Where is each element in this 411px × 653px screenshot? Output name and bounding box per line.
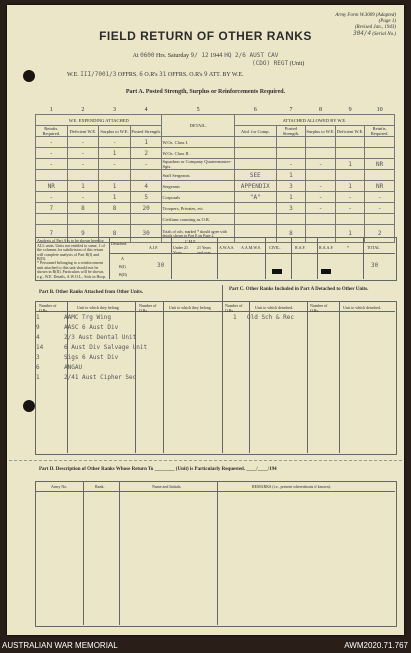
header-line-1: At 0600 Hrs. Saturday 9/ 12 1944 HQ 2/6 AUST CAV <box>132 52 279 59</box>
part-d-title: Part D. Description of Other Ranks Whose Return To ________ (Unit) is Particularly Requested. ____/____/194 <box>39 467 277 472</box>
list-item: 6 ANGAU <box>36 364 83 371</box>
analysis-total-value: 30 <box>371 262 379 269</box>
list-item: 1 AAMC Trg Wing <box>36 314 111 321</box>
list-item: 1 Old Sch & Rec <box>233 314 294 321</box>
part-b-title: Part B. Other Ranks Attached from Other Units. <box>39 290 144 295</box>
table-row: - - 1 5 Corporals "A" 1 - - - <box>36 192 395 203</box>
part-a-title: Part A. Posted Strength, Surplus or Reinforcements Required. <box>125 89 286 95</box>
analysis-text: Analysis of Part A is to be shown here for ALL units. Units not entitled to same, 1 of the columns for subdivision of this return will complete analysis of Part B(I) and B(II). <box>37 238 105 262</box>
table-row: Civilians counting as O.R. <box>36 214 395 225</box>
table-row: - - 1 2 W.Os. Class II. <box>36 148 395 159</box>
list-item: 3 Sigs 6 Aust Div <box>36 354 119 361</box>
table-row: 7 9 8 30 Totals of cols. marked * should agree with details shown in Part E on Page 2. 8 1 2 <box>36 225 395 243</box>
form-reference: Army Form W.3009 (Adapted) (Page 1) (Revised Jan., 1943) 304/4 (Serial No.) <box>335 13 396 37</box>
table-row: Staff Sergeants SEE 1 <box>36 170 395 181</box>
column-numbers: 1 2 3 4 5 6 7 8 9 10 <box>49 107 383 113</box>
redaction-mark <box>321 269 331 274</box>
footer-right: AWM2020.71.767 <box>344 641 408 650</box>
punch-hole <box>23 400 35 412</box>
punch-hole <box>23 70 35 82</box>
form-page: Army Form W.3009 (Adapted) (Page 1) (Revised Jan., 1943) 304/4 (Serial No.) FIELD RETURN OF OTHER RANKS At 0600 Hrs. Saturday 9/ 12 1944 HQ 2/6 AUST CAV (CDO) REGT (Unit) W.E. III/7001/3 OFFRS. 6 O.R's 31 OFFRS. O.R's 9 ATT. BY W.E. Part A. Posted Strength, Surplus or Reinforcements Required. 1 2 3 4 5 6 7 8 9 10 W.E. EXPENDING ATTACHED DETAIL. ATTACHED ALLOWED BY W.E. Reinfts. Required. Deficient W.E. Surplus to W.E. Posted Strength. Attd. for Comp. Posted Strength. Surplus to W.E. Deficient W.E. Reinfts. Required. - - - 1 W.Os. Class I. - - 1 2 W.Os. Class II. - - - - Squadron or Company Quartermaster-Sgts. - - 1 NR Staff Sergeants SEE 1 NR 1 1 4 Sergeants APPENDIX 3 - 1 NR - - 1 5 Corporals "A" 1 - - - 7 8 8 20 Troopers, Privates, etc. 3 - - - Civilians counting as O.R. 7 9 8 30 Totals of cols. marked * should agree with details shown in Part E on Page 2. 8 1 2 Analysis of Part A is to be shown here for ALL units. Units not entitled to same, 1 of the columns for subdivision of this return will complete analysis of Part B(I) and B(II). * Personnel belonging to a reinforcement unit attached to this unit should not be shown in B(II). Particulars will be shown, e.g., W.E. Details, A.W.O.L., Sick in Hosp. Detached. A.I.F. C.M.F. Under 21 Years. 21 Years and over. A.W.A.S. A.A.M.W.S. CIVIL. R.A.F. R.A.A.F. * TOTAL A B(I) B(II) 30 30 Part B. Other Ranks Attached from Other Units. Part C. Other Ranks Included in Part A Detached to Other Units. Number of O.Rs. Unit to which they belong Number of O.Rs. Unit to which they belong Number of O.Rs. Unit to which detached. Number of O.Rs. Unit to which detached. 1 AAMC Trg Wing 9 AASC 6 Aust Div 4 2/3 Aust Dental Unit 14 6 Aust Div Salvage Unit 3 Sigs 6 Aust Div 6 ANGAU 1 2/41 Aust Cipher Sec 1 Old Sch & Rec Part D. Description of Other Ranks Whose Return To ________ (Unit) is Particularly Requested. ____/____/194 Army No. Rank. Name and Initials. REMARKS (i.e., present whereabouts if known). <box>7 5 404 635</box>
table-row: - - - - Squadron or Company Quartermaster-Sgts. - - 1 NR <box>36 159 395 170</box>
part-a-table: 1 2 3 4 5 6 7 8 9 10 W.E. EXPENDING ATTACHED DETAIL. ATTACHED ALLOWED BY W.E. Reinfts. Required. Deficient W.E. Surplus to W.E. Posted Strength. Attd. for Comp. Posted Strength. Surplus to W.E. Deficient W.E. Reinfts. Required. - - - 1 W.Os. Class I. - - 1 2 W.Os. Class II. - - - - Squadron or Company Quartermaster-Sgts. - - 1 NR Staff Sergeants SEE 1 NR 1 1 4 Sergeants APPENDIX 3 - 1 NR - - 1 5 Corporals "A" 1 - - - 7 8 8 20 Troopers, Privates, etc. 3 - - - Civilians counting as O.R. 7 9 8 30 Totals of cols. marked * should agree with details shown in Part E on Page 2. 8 1 2 <box>35 106 395 243</box>
table-row: 7 8 8 20 Troopers, Privates, etc. 3 - - - <box>36 203 395 214</box>
part-c-title: Part C. Other Ranks Included in Part A Detached to Other Units. <box>229 287 369 292</box>
analysis-aif-value: 30 <box>157 262 165 269</box>
footer-left: AUSTRALIAN WAR MEMORIAL <box>2 641 118 650</box>
part-d-box <box>35 481 397 627</box>
header-unit-line: (CDO) REGT (Unit) <box>252 60 305 67</box>
list-item: 1 2/41 Aust Cipher Sec <box>36 374 137 381</box>
analysis-note: * Personnel belonging to a reinforcement unit attached to this unit should not be shown in B(II). Particulars will be shown, e.g., W.E. Details, A.W.O.L., Sick in Hosp. <box>37 260 106 279</box>
list-item: 9 AASC 6 Aust Div <box>36 324 119 331</box>
list-item: 14 6 Aust Div Salvage Unit <box>36 344 148 351</box>
column-headers: Reinfts. Required. Deficient W.E. Surplus to W.E. Posted Strength. Attd. for Comp. Posted Strength. Surplus to W.E. Deficient W.E. Reinfts. Required. <box>36 126 395 137</box>
page-title: FIELD RETURN OF OTHER RANKS <box>99 29 312 43</box>
table-row: NR 1 1 4 Sergeants APPENDIX 3 - 1 NR <box>36 181 395 192</box>
list-item: 4 2/3 Aust Dental Unit <box>36 334 137 341</box>
header-line-2: W.E. III/7001/3 OFFRS. 6 O.R's 31 OFFRS. O.R's 9 ATT. BY W.E. <box>67 71 244 78</box>
footer-bar <box>0 640 411 653</box>
table-row: - - - 1 W.Os. Class I. <box>36 137 395 148</box>
redaction-mark <box>272 269 282 274</box>
